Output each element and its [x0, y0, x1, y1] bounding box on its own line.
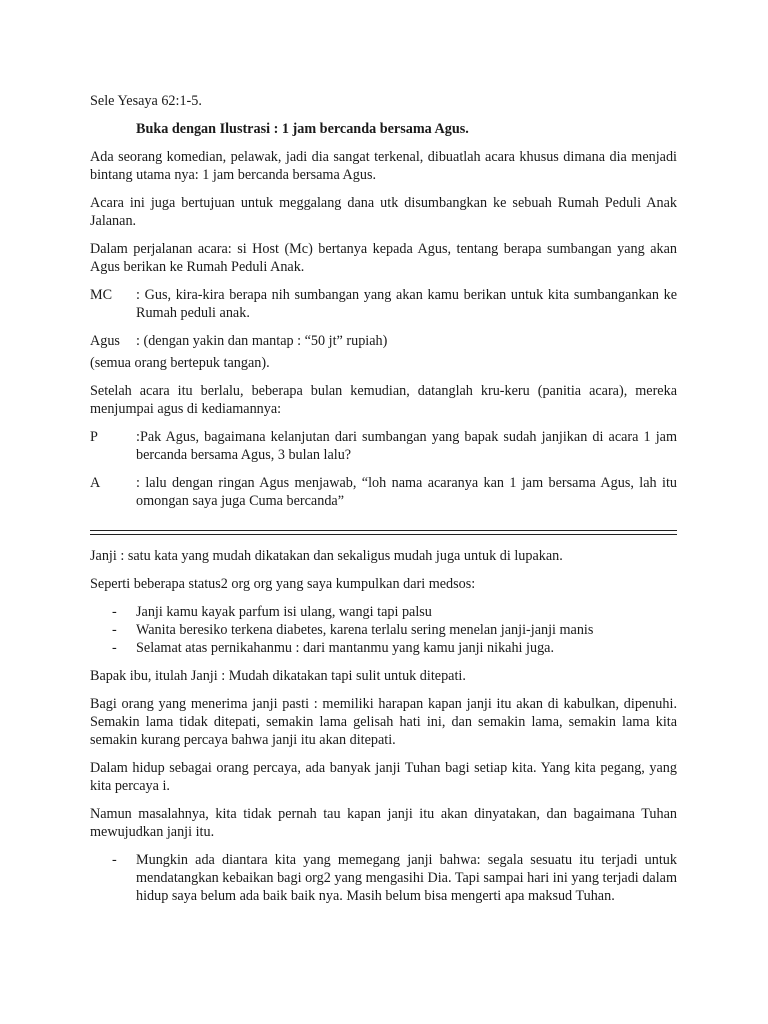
dialog-line: [90, 286, 677, 322]
dialog-text: :Pak Agus, bagaimana kelanjutan dari sumbangan yang bapak sudah janjikan di acara 1 jam bercanda bersama Agus, 3 bulan lalu?: [136, 429, 677, 463]
sermon-paragraph: Dalam hidup sebagai orang percaya, ada banyak janji Tuhan bagi setiap kita. Yang kita pegang, yang kita percaya i.: [90, 760, 677, 794]
dialog-text: : Gus, kira-kira berapa nih sumbangan yang akan kamu berikan untuk kita sumbangankan ke Rumah peduli anak.: [136, 287, 677, 321]
list-item: [90, 851, 677, 905]
dialog-text: : lalu dengan ringan Agus menjawab, “loh nama acaranya kan 1 jam bersama Agus, lah itu omongan saya juga Cuma bercanda”: [136, 475, 677, 509]
dialog-line: [90, 474, 677, 510]
illustration-heading: Buka dengan Ilustrasi : 1 jam bercanda bersama Agus.: [136, 121, 469, 137]
story-paragraph: Setelah acara itu berlalu, beberapa bulan kemudian, datanglah kru-keru (panitia acara), mereka menjumpai agus di kediamannya:: [90, 383, 677, 417]
dialog-line: [90, 428, 677, 464]
list-item: [90, 603, 677, 621]
dash-bullet: -: [112, 604, 117, 620]
story-paragraph: Acara ini juga bertujuan untuk meggalang dana utk disumbangkan ke sebuah Rumah Peduli Anak Jalanan.: [90, 195, 677, 229]
list-item-text: Mungkin ada diantara kita yang memegang janji bahwa: segala sesuatu itu terjadi untuk mendatangkan kebaikan bagi org2 yang mengasihi Dia. Tapi sampai hari ini yang terjadi dalam hidup saya belum ada baik baik nya. Masih belum bisa mengerti apa maksud Tuhan.: [136, 852, 677, 904]
list-item-text: Selamat atas pernikahanmu : dari mantanmu yang kamu janji nikahi juga.: [136, 640, 555, 656]
story-paragraph: (semua orang bertepuk tangan).: [90, 355, 270, 371]
dash-bullet: -: [112, 640, 117, 656]
dialog-text: : (dengan yakin dan mantap : “50 jt” rupiah): [136, 333, 388, 349]
list-item-text: Janji kamu kayak parfum isi ulang, wangi tapi palsu: [136, 604, 432, 620]
dash-bullet: -: [112, 622, 117, 638]
document-title: Sele Yesaya 62:1-5.: [90, 93, 202, 109]
sermon-paragraph: Namun masalahnya, kita tidak pernah tau kapan janji itu akan dinyatakan, dan bagaimana Tuhan mewujudkan janji itu.: [90, 806, 677, 840]
document-page: [90, 92, 677, 915]
dialog-speaker: P: [90, 429, 98, 445]
dialog-speaker: A: [90, 475, 101, 491]
sermon-paragraph: Bagi orang yang menerima janji pasti : memiliki harapan kapan janji itu akan di kabulkan, dipenuhi. Semakin lama tidak ditepati, semakin lama gelisah hati ini, dan semakin lama, semakin lama kita semakin kurang percaya bahwa janji itu akan ditepati.: [90, 696, 677, 748]
reflection-list: [90, 851, 677, 905]
story-paragraph: Ada seorang komedian, pelawak, jadi dia sangat terkenal, dibuatlah acara khusus dimana dia menjadi bintang utama nya: 1 jam bercanda bersama Agus.: [90, 149, 677, 183]
list-item: [90, 621, 677, 639]
section-divider: [90, 530, 677, 535]
dialog-line: [90, 332, 677, 350]
dash-bullet: -: [112, 852, 117, 868]
dialog-speaker: MC: [90, 287, 113, 303]
sermon-paragraph: Bapak ibu, itulah Janji : Mudah dikatakan tapi sulit untuk ditepati.: [90, 668, 466, 684]
status-quote-list: [90, 603, 677, 657]
list-item: [90, 639, 677, 657]
dialog-speaker: Agus: [90, 333, 120, 349]
list-item-text: Wanita beresiko terkena diabetes, karena terlalu sering menelan janji-janji manis: [136, 622, 594, 638]
sermon-paragraph: Seperti beberapa status2 org org yang saya kumpulkan dari medsos:: [90, 576, 476, 592]
sermon-paragraph: Janji : satu kata yang mudah dikatakan dan sekaligus mudah juga untuk di lupakan.: [90, 548, 563, 564]
story-paragraph: Dalam perjalanan acara: si Host (Mc) bertanya kepada Agus, tentang berapa sumbangan yang akan Agus berikan ke Rumah Peduli Anak.: [90, 241, 677, 275]
